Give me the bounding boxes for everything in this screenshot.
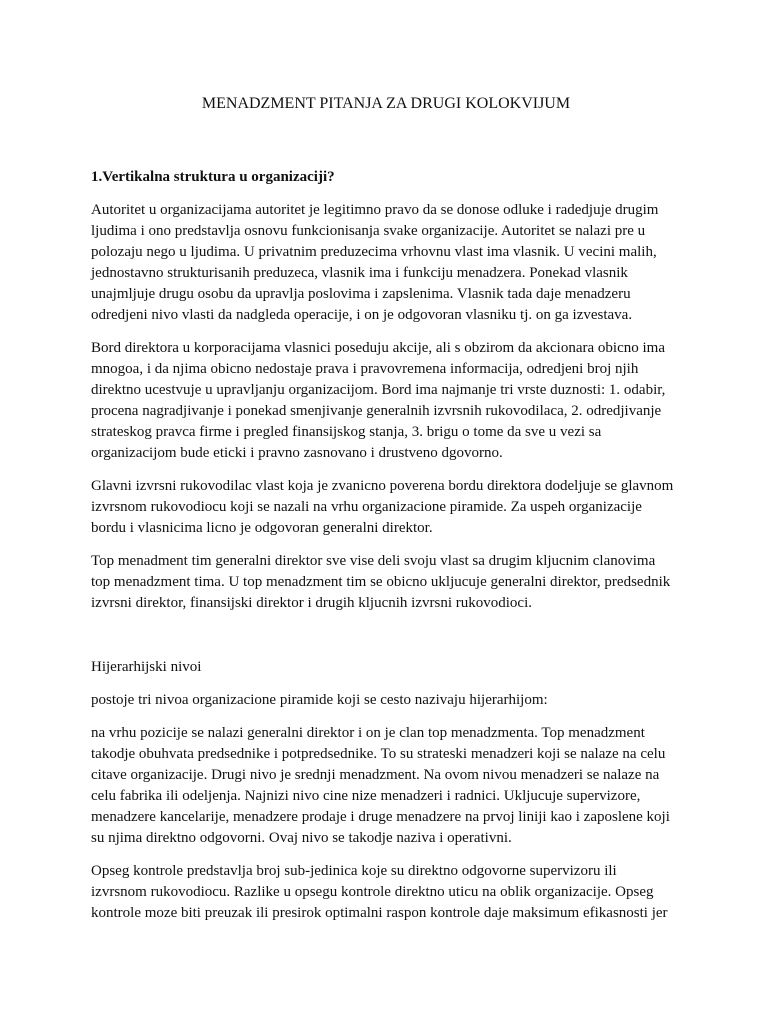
text-line: su njima direktno odgovorni. Ovaj nivo se takodje naziva i operativni. bbox=[91, 830, 512, 846]
document-title: MENADZMENT PITANJA ZA DRUGI KOLOKVIJUM bbox=[201, 95, 571, 112]
text-line: citave organizacije. Drugi nivo je srednji menadzment. Na ovom nivou menadzeri se nalaze na bbox=[91, 767, 660, 783]
text-line: jednostavno strukturisanih preduzeca, vlasnik ima i funkciju menadzera. Ponekad vlasnik bbox=[91, 265, 628, 281]
text-line: izvrsni direktor, finansijski direktor i drugih kljucnih izvrsni rukovodioci. bbox=[91, 595, 532, 611]
text-line: organizacijom bude eticki i pravno zasnovano i drustveno dgovorno. bbox=[91, 445, 503, 461]
text-line: odredjeni nivo vlasti da nadgleda operacije, i on je odgovoran vlasniku tj. on ga izvestava. bbox=[91, 307, 633, 323]
document-body bbox=[91, 167, 681, 936]
text-line: Bord direktora u korporacijama vlasnici poseduju akcije, ali s obzirom da akcionara obicno ima bbox=[91, 340, 665, 356]
text-line: direktno ucestvuje u upravljanju organizacijom. Bord ima najmanje tri vrste duznosti: 1. odabir, bbox=[91, 382, 666, 398]
section-heading-vertical-structure: 1.Vertikalna struktura u organizaciji? bbox=[91, 169, 335, 185]
text-line: izvrsnom rukovodiocu koji se nazali na vrhu organizacione piramide. Za uspeh organizacije bbox=[91, 499, 642, 515]
paragraph-top-menadzment bbox=[91, 551, 681, 614]
text-line: top menadzment tima. U top menadzment tim se obicno ukljucuje generalni direktor, predsednik bbox=[91, 574, 671, 590]
paragraph-bord-direktora bbox=[91, 338, 681, 464]
text-line: takodje obuhvata predsednike i potpredsednike. To su strateski menadzeri koji se nalaze na celu bbox=[91, 746, 666, 762]
paragraph-glavni-izvrsni bbox=[91, 476, 681, 539]
text-line: mnogoa, i da njima obicno nedostaje prava i pravovremena informacija, odredjeni broj njih bbox=[91, 361, 639, 377]
text-line: bordu i vlasnicima licno je odgovoran generalni direktor. bbox=[91, 520, 433, 536]
text-line: Autoritet u organizacijama autoritet je legitimno pravo da se donose odluke i radedjuje drugim bbox=[91, 202, 659, 218]
blank-line-spacer bbox=[91, 626, 681, 657]
paragraph-nivoi-intro bbox=[91, 690, 681, 711]
text-line: procena nagradjivanje i ponekad smenjivanje generalnih izvrsnih rukovodilaca, 2. odredjivanje bbox=[91, 403, 662, 419]
text-line: postoje tri nivoa organizacione piramide koji se cesto nazivaju hijerarhijom: bbox=[91, 692, 548, 708]
text-line: ljudima i ono predstavlja osnovu funkcionisanja svake organizacije. Autoritet se nalazi pre u bbox=[91, 223, 646, 239]
text-line: na vrhu pozicije se nalazi generalni direktor i on je clan top menadzmenta. Top menadzment bbox=[91, 725, 645, 741]
text-line: strateskog pravca firme i pregled finansijskog stanja, 3. brigu o tome da sve u vezi sa bbox=[91, 424, 602, 440]
text-line: Opseg kontrole predstavlja broj sub-jedinica koje su direktno odgovorne supervizoru ili bbox=[91, 863, 617, 879]
text-line: Glavni izvrsni rukovodilac vlast koja je zvanicno poverena bordu direktora dodeljuje se glavnom bbox=[91, 478, 674, 494]
text-line: polozaju nego u ljudima. U privatnim preduzecima vrhovnu vlast ima vlasnik. U vecini malih, bbox=[91, 244, 657, 260]
text-line: Top menadment tim generalni direktor sve vise deli svoju vlast sa drugim kljucnim clanovima bbox=[91, 553, 656, 569]
paragraph-opseg-kontrole bbox=[91, 861, 681, 924]
paragraph-nivoi-opis bbox=[91, 723, 681, 849]
paragraph-autoritet bbox=[91, 200, 681, 326]
text-line: menadzere kancelarije, menadzere prodaje i druge menadzere na prvoj liniji kao i zaposlene koji bbox=[91, 809, 670, 825]
text-line: izvrsnom rukovodiocu. Razlike u opsegu kontrole direktno uticu na oblik organizacije. Opseg bbox=[91, 884, 654, 900]
text-line: unajmljuje drugu osobu da upravlja poslovima i zapslenima. Vlasnik tada daje menadzeru bbox=[91, 286, 631, 302]
text-line: kontrole moze biti preuzak ili presirok optimalni raspon kontrole daje maksimum efikasnosti jer bbox=[91, 905, 668, 921]
text-line: celu fabrika ili odeljenja. Najnizi nivo cine nize menadzeri i radnici. Ukljucuje supervizore, bbox=[91, 788, 641, 804]
section-heading-hijerarhijski-nivoi: Hijerarhijski nivoi bbox=[91, 659, 202, 675]
